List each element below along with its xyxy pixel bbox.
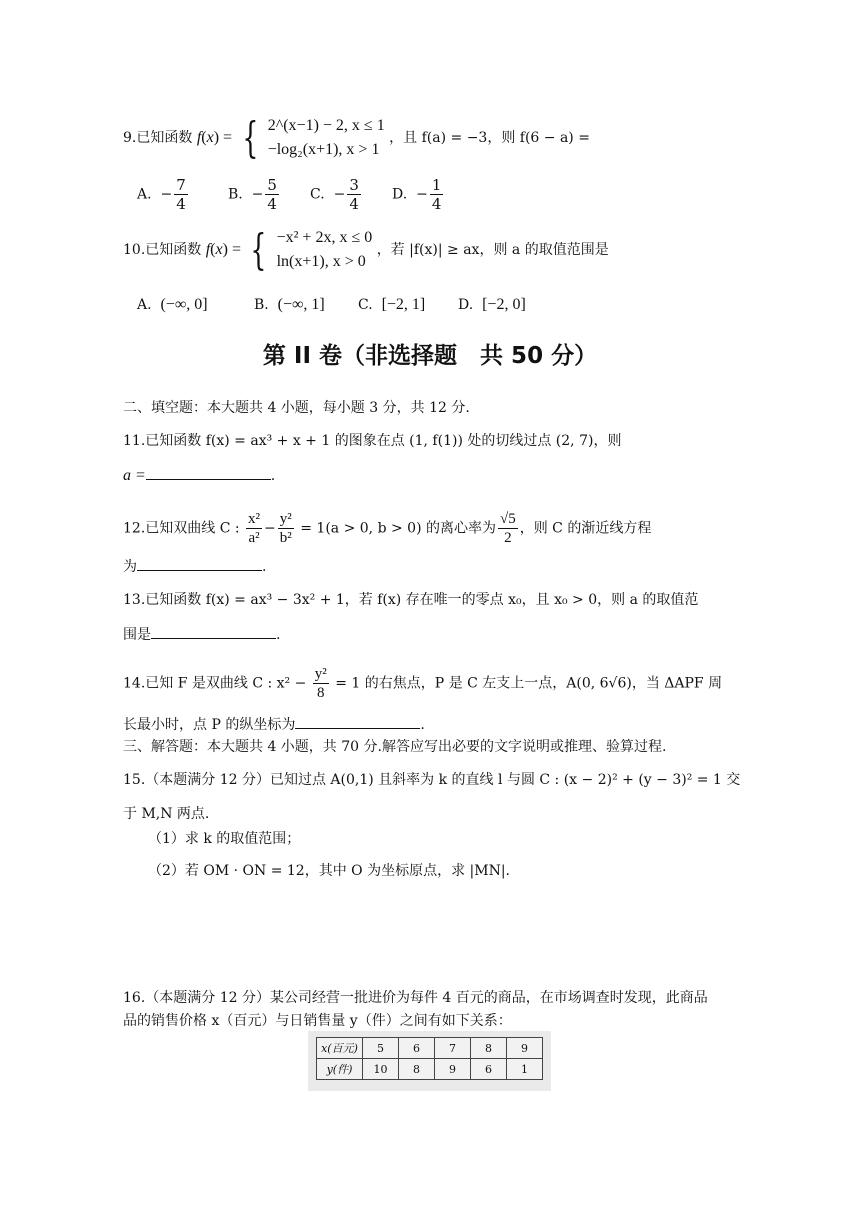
table-row-x bbox=[317, 1038, 543, 1059]
q12-line-2: 为 . bbox=[123, 556, 266, 578]
q11-line-2: a = . bbox=[123, 467, 276, 484]
q14-line-1: 14.已知 F 是双曲线 C : x² − $\frac{\text{y²}}{8}$ = 1 的右焦点，P 是 C 左支上一点，A(0, 6√6)，当 ΔAPF 周 bbox=[123, 666, 723, 701]
table-cell: 6 bbox=[399, 1038, 435, 1059]
q10-brace: { bbox=[250, 225, 267, 274]
section-2-title: 第 II 卷（非选择题 共 50 分） bbox=[262, 343, 598, 369]
table-cell: 5 bbox=[363, 1038, 399, 1059]
q13-answer-blank[interactable] bbox=[151, 624, 276, 639]
q9-option-b: B. − $\frac{5}{4}$ bbox=[228, 176, 277, 213]
q10-condition: ，若 |f(x)| ≥ ax，则 a 的取值范围是 bbox=[376, 242, 609, 258]
table-cell: 8 bbox=[399, 1059, 435, 1080]
q9-pieces bbox=[268, 114, 385, 162]
q9-option-a: A. − $\frac{7}{4}$ bbox=[137, 176, 186, 213]
q9-stem: 9.已知函数 f(x) = { 2^(x−1) − 2, x ≤ 1 −log₂(x+1), x > 1 ，且 f(a) = −3，则 f(6 − a) = bbox=[123, 113, 590, 162]
q9-stem-text: 9.已知函数 bbox=[123, 130, 193, 146]
table-cell: 9 bbox=[435, 1059, 471, 1080]
q14-answer-blank[interactable] bbox=[295, 714, 420, 729]
q10-option-c: C. [−2, 1] bbox=[358, 296, 426, 313]
q12-answer-blank[interactable] bbox=[137, 556, 262, 571]
q15-sub-1: （1）求 k 的取值范围； bbox=[148, 831, 301, 847]
q9-piece-1: 2^(x−1) − 2, x ≤ 1 bbox=[267, 117, 385, 134]
q13-line-1: 13.已知函数 f(x) = ax³ − 3x² + 1，若 f(x) 存在唯一的零点 x₀，且 x₀ > 0，则 a 的取值范 bbox=[123, 592, 699, 608]
q11-line-1: 11.已知函数 f(x) = ax³ + x + 1 的图象在点 (1, f(1)) 处的切线过点 (2, 7)，则 bbox=[123, 433, 622, 449]
answer-heading: 三、解答题：本大题共 4 小题，共 70 分.解答应写出必要的文字说明或推理、验算过程. bbox=[123, 739, 667, 755]
q10-option-d: D. [−2, 0] bbox=[458, 296, 526, 313]
q16-line-2: 品的销售价格 x（百元）与日销售量 y（件）之间有如下关系： bbox=[123, 1013, 512, 1029]
q10-stem: 10.已知函数 f(x) = { −x² + 2x, x ≤ 0 ln(x+1), x > 0 ，若 |f(x)| ≥ ax，则 a 的取值范围是 bbox=[123, 225, 609, 274]
q10-pieces bbox=[277, 226, 373, 274]
q15-line-1: 15.（本题满分 12 分）已知过点 A(0,1) 且斜率为 k 的直线 l 与圆 C : (x − 2)² + (y − 3)² = 1 交 bbox=[123, 772, 741, 788]
q10-piece-1: −x² + 2x, x ≤ 0 bbox=[276, 229, 373, 246]
q15-line-2: 于 M,N 两点. bbox=[123, 806, 210, 822]
table-cell: 1 bbox=[507, 1059, 543, 1080]
q9-brace: { bbox=[241, 113, 258, 162]
q11-answer-blank[interactable] bbox=[146, 465, 271, 480]
q9-option-c: C. − $\frac{3}{4}$ bbox=[310, 176, 359, 213]
q10-option-b: B. (−∞, 1] bbox=[254, 296, 325, 313]
q12-line-1: 12.已知双曲线 C : $\frac{\text{x²}}{\text{a²}}$ − $\frac{\text{y²}}{\text{b²}}$ = 1(a > 0, b > 0) 的离心率为 $\frac{√5}{2}$ ，则 C 的渐近线方程 bbox=[123, 511, 652, 546]
q10-piece-2: ln(x+1), x > 0 bbox=[276, 253, 366, 270]
q15-sub-2: （2）若 OM · ON = 12，其中 O 为坐标原点，求 |MN|. bbox=[148, 863, 510, 879]
table-row-y bbox=[317, 1059, 543, 1080]
q9-piece-2: −log₂(x+1), x > 1 bbox=[267, 141, 380, 158]
table-header-x: x(百元) bbox=[317, 1038, 363, 1059]
fill-in-heading: 二、填空题：本大题共 4 小题，每小题 3 分，共 12 分. bbox=[123, 400, 470, 416]
q10-stem-text: 10.已知函数 bbox=[123, 242, 202, 258]
table-header-y: y(件) bbox=[317, 1059, 363, 1080]
q14-line-2: 长最小时，点 P 的纵坐标为 . bbox=[123, 714, 425, 736]
table-cell: 7 bbox=[435, 1038, 471, 1059]
table-cell: 9 bbox=[507, 1038, 543, 1059]
q10-option-a: A. (−∞, 0] bbox=[137, 296, 208, 313]
q16-line-1: 16.（本题满分 12 分）某公司经营一批进价为每件 4 百元的商品，在市场调查时发现，此商品 bbox=[123, 990, 708, 1006]
table-cell: 8 bbox=[471, 1038, 507, 1059]
q9-option-d: D. − $\frac{1}{4}$ bbox=[392, 176, 442, 213]
price-sales-table bbox=[316, 1037, 543, 1080]
q13-line-2: 围是 . bbox=[123, 624, 280, 646]
table-cell: 6 bbox=[471, 1059, 507, 1080]
q9-condition: ，且 f(a) = −3，则 f(6 − a) = bbox=[389, 130, 590, 146]
table-cell: 10 bbox=[363, 1059, 399, 1080]
